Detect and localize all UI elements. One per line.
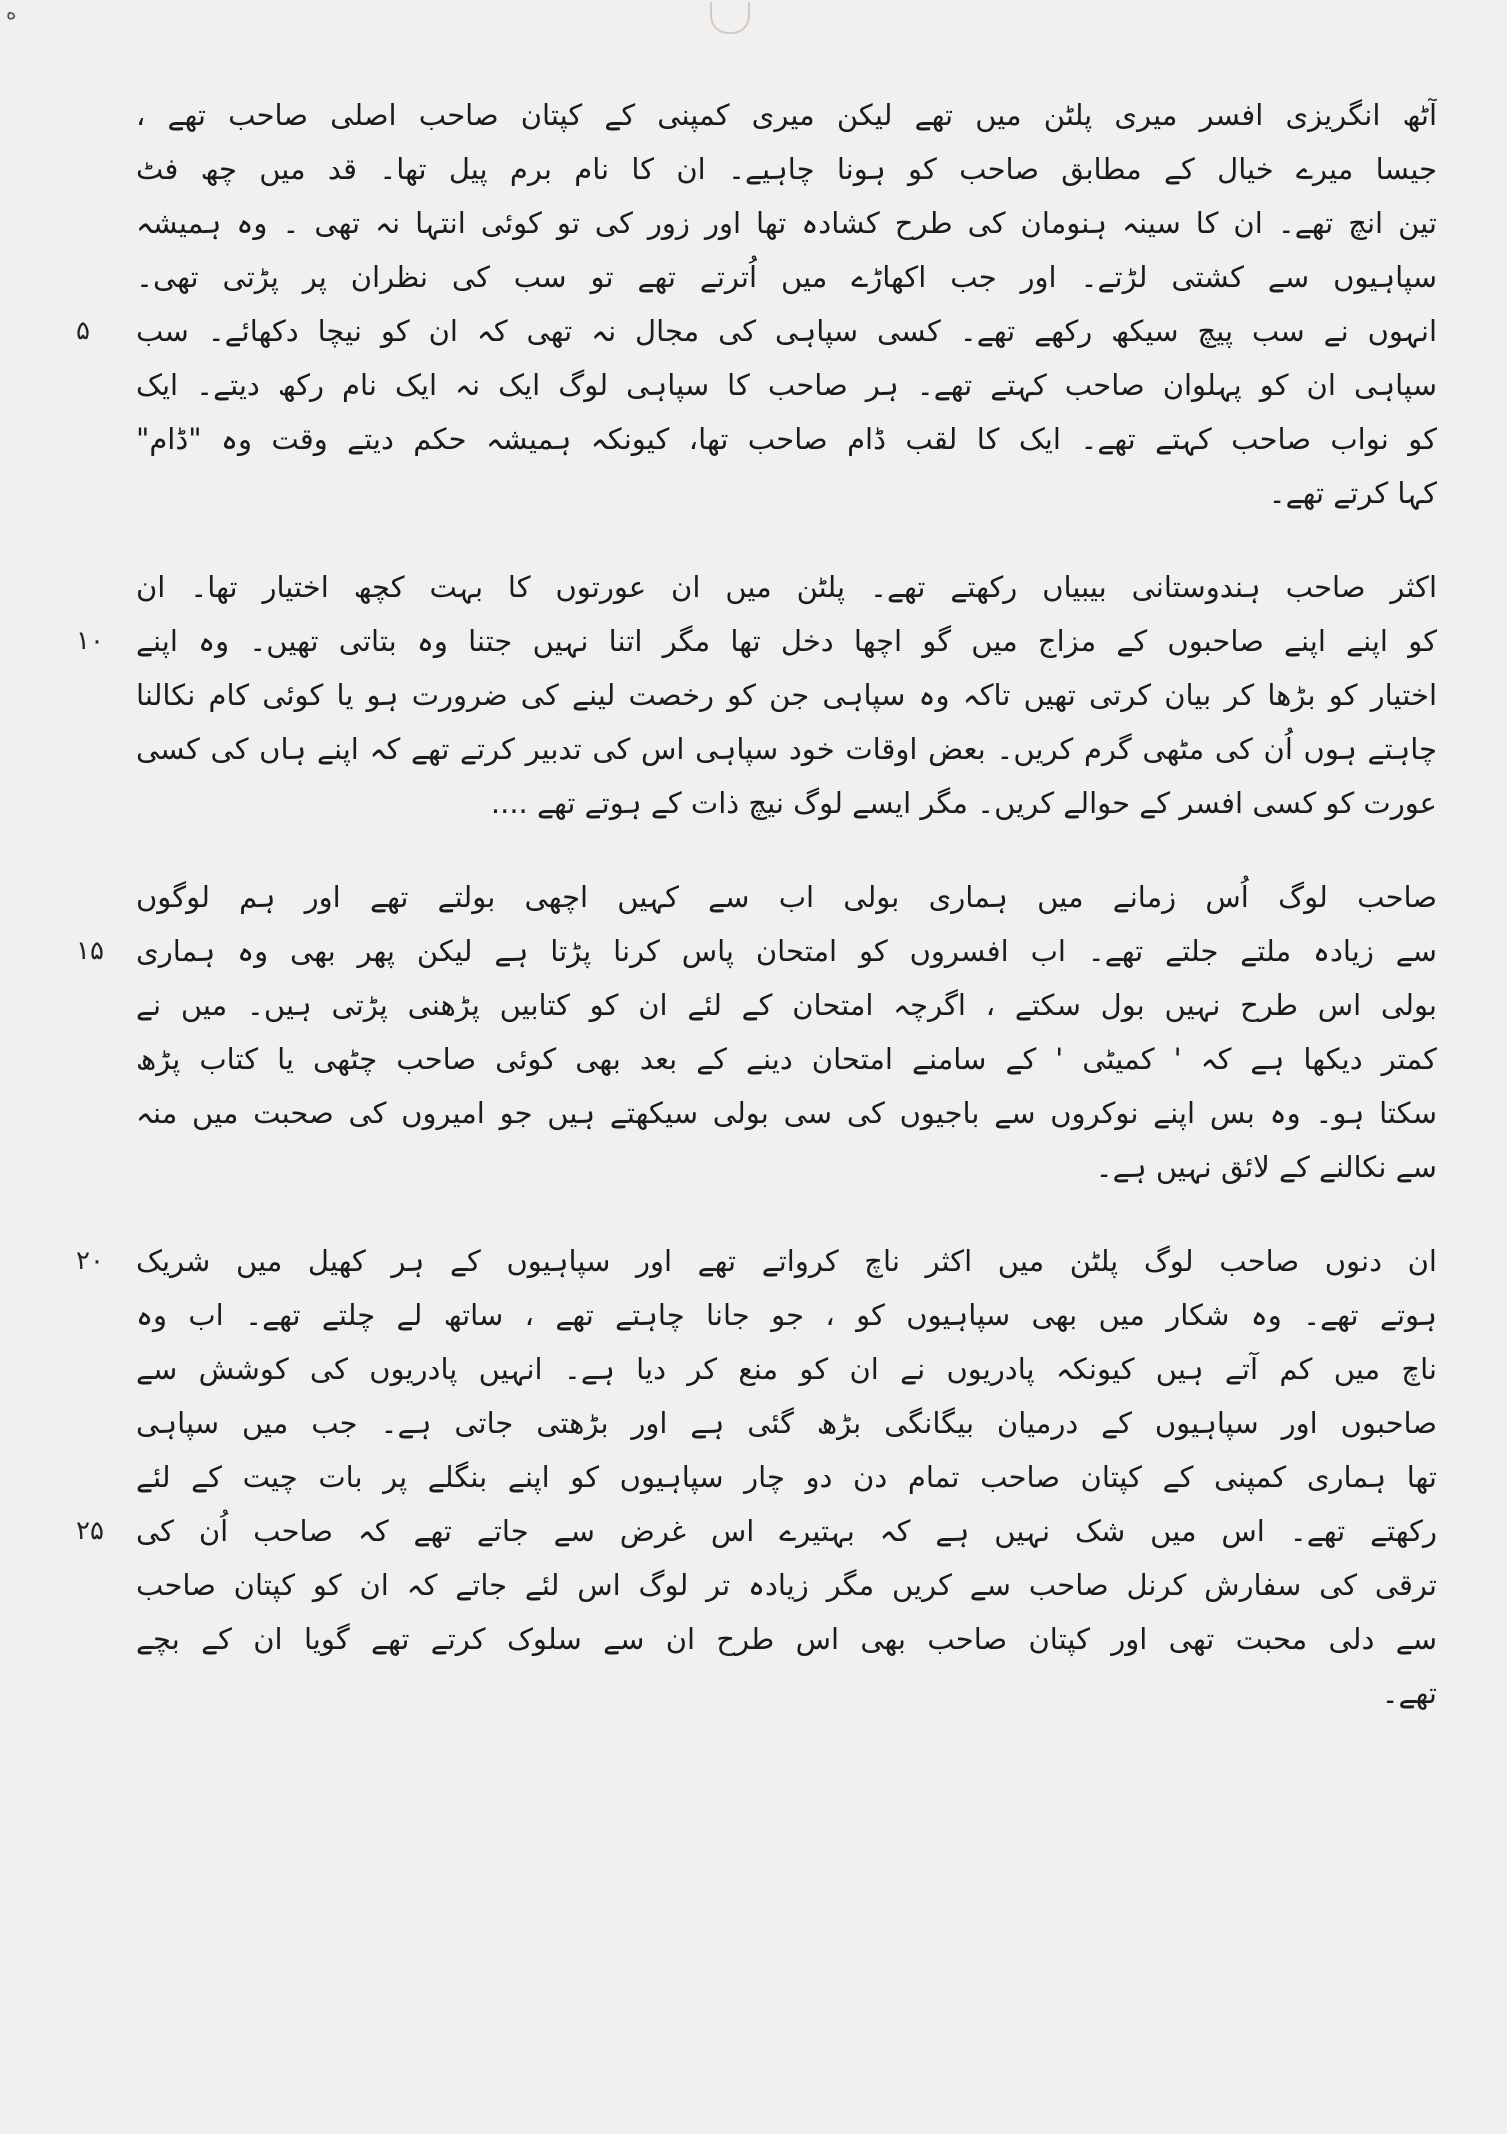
paragraph-gap (76, 830, 1437, 870)
line-number (76, 1140, 122, 1194)
text-line (76, 722, 1437, 776)
line-number (76, 1558, 122, 1612)
page-ornament (710, 2, 750, 34)
line-number (76, 1086, 122, 1140)
urdu-text-body (76, 88, 1437, 1720)
paragraph-gap (76, 1194, 1437, 1234)
text-line (76, 142, 1437, 196)
page-number (1387, 0, 1507, 26)
line-number: ۱۵ (76, 936, 104, 966)
line-text: تھا ہماری کمپنی کے کپتان صاحب تمام دن دو چار سپاہیوں کو اپنے بنگلے پر بات چیت کے لئے (136, 1460, 1437, 1494)
line-text: رکھتے تھے۔ اس میں شک نہیں ہے کہ بہتیرے اس غرض سے جاتے تھے کہ صاحب اُن کی (136, 1514, 1437, 1548)
line-number: ۲۰ (76, 1246, 104, 1276)
line-text: تین انچ تھے۔ ان کا سینہ ہنومان کی طرح کشادہ تھا اور زور کی تو کوئی انتہا نہ تھی ۔ وہ ہمیشہ (136, 206, 1437, 240)
line-number (76, 1032, 122, 1086)
line-number (76, 1342, 122, 1396)
line-number (76, 668, 122, 722)
line-number (76, 1396, 122, 1450)
line-text: بولی اس طرح نہیں بول سکتے ، اگرچہ امتحان کے لئے ان کو کتابیں پڑھنی پڑتی ہیں۔ میں نے (136, 988, 1437, 1022)
paragraph (76, 1234, 1437, 1720)
text-line (76, 1288, 1437, 1342)
line-number (76, 722, 122, 776)
line-text: کمتر دیکھا ہے کہ ' کمیٹی ' کے سامنے امتحان دینے کے بعد بھی کوئی صاحب چٹھی یا کتاب پڑھ (136, 1042, 1437, 1076)
line-number (76, 358, 122, 412)
line-number (76, 88, 122, 142)
text-line (76, 1612, 1437, 1666)
paragraph (76, 88, 1437, 520)
text-line (76, 1234, 1437, 1288)
line-number (76, 1612, 122, 1666)
line-text: تھے۔ (1381, 1676, 1437, 1710)
line-text: سے دلی محبت تھی اور کپتان صاحب بھی اس طرح ان سے سلوک کرتے تھے گویا ان کے بچے (136, 1622, 1437, 1656)
line-text: سے نکالنے کے لائق نہیں ہے۔ (1095, 1150, 1437, 1184)
text-line (76, 870, 1437, 924)
text-line (76, 614, 1437, 668)
line-number (76, 1666, 122, 1720)
text-line (76, 412, 1437, 466)
line-text: کہا کرتے تھے۔ (1268, 476, 1437, 510)
line-text: سپاہی ان کو پہلوان صاحب کہتے تھے۔ ہر صاحب کا سپاہی لوگ ایک نہ ایک نام رکھ دیتے۔ ایک (136, 368, 1437, 402)
text-line (76, 196, 1437, 250)
text-line (76, 668, 1437, 722)
line-number (76, 560, 122, 614)
line-text: اختیار کو بڑھا کر بیان کرتی تھیں تاکہ وہ سپاہی جن کو رخصت لینے کی ضرورت ہو یا کوئی کام نکالنا (136, 678, 1437, 712)
line-text: ان دنوں صاحب لوگ پلٹن میں اکثر ناچ کرواتے تھے اور سپاہیوں کے ہر کھیل میں شریک (136, 1244, 1437, 1278)
text-line (76, 1396, 1437, 1450)
text-line (76, 1140, 1437, 1194)
page-tab-mark: ه (6, 0, 17, 24)
line-number (76, 1450, 122, 1504)
line-number (76, 870, 122, 924)
line-number: ۵ (76, 316, 90, 346)
line-number (76, 412, 122, 466)
text-line (76, 88, 1437, 142)
text-line (76, 1504, 1437, 1558)
line-number (76, 466, 122, 520)
line-text: سے زیادہ ملتے جلتے تھے۔ اب افسروں کو امتحان پاس کرنا پڑتا ہے لیکن پھر بھی وہ ہماری (136, 934, 1437, 968)
line-text: ہوتے تھے۔ وہ شکار میں بھی سپاہیوں کو ، جو جانا چاہتے تھے ، ساتھ لے چلتے تھے۔ اب وہ (136, 1298, 1437, 1332)
text-line (76, 560, 1437, 614)
line-text: سپاہیوں سے کشتی لڑتے۔ اور جب اکھاڑے میں اُترتے تھے تو سب کی نظران پر پڑتی تھی۔ (136, 260, 1437, 294)
text-line (76, 304, 1437, 358)
paragraph (76, 560, 1437, 830)
text-line (76, 466, 1437, 520)
line-text: کو نواب صاحب کہتے تھے۔ ایک کا لقب ڈام صاحب تھا، کیونکہ ہمیشہ حکم دیتے وقت وہ "ڈام" (136, 422, 1437, 456)
text-line (76, 978, 1437, 1032)
line-text: ترقی کی سفارش کرنل صاحب سے کریں مگر زیادہ تر لوگ اس لئے جاتے کہ ان کو کپتان صاحب (136, 1568, 1437, 1602)
line-number (76, 978, 122, 1032)
text-line (76, 1086, 1437, 1140)
text-line (76, 1032, 1437, 1086)
text-line (76, 1666, 1437, 1720)
text-line (76, 1450, 1437, 1504)
line-text: عورت کو کسی افسر کے حوالے کریں۔ مگر ایسے لوگ نیچ ذات کے ہوتے تھے .... (490, 786, 1437, 820)
line-text: کو اپنے اپنے صاحبوں کے مزاج میں گو اچھا دخل تھا مگر اتنا نہیں جتنا وہ بتاتی تھیں۔ وہ اپنے (136, 624, 1437, 658)
paragraph (76, 870, 1437, 1194)
line-number (76, 142, 122, 196)
text-line (76, 776, 1437, 830)
line-text: ناچ میں کم آتے ہیں کیونکہ پادریوں نے ان کو منع کر دیا ہے۔ انہیں پادریوں کی کوشش سے (136, 1352, 1437, 1386)
text-line (76, 250, 1437, 304)
line-number (76, 250, 122, 304)
line-text: انہوں نے سب پیچ سیکھ رکھے تھے۔ کسی سپاہی کی مجال نہ تھی کہ ان کو نیچا دکھائے۔ سب (136, 314, 1437, 348)
line-text: جیسا میرے خیال کے مطابق صاحب کو ہونا چاہیے۔ ان کا نام برم پیل تھا۔ قد میں چھ فٹ (136, 152, 1437, 186)
line-text: سکتا ہو۔ وہ بس اپنے نوکروں سے باجیوں کی سی بولی سیکھتے ہیں جو امیروں کی صحبت میں منہ (136, 1096, 1437, 1130)
line-number: ۱۰ (76, 626, 104, 656)
line-number (76, 776, 122, 830)
line-number (76, 1288, 122, 1342)
paragraph-gap (76, 520, 1437, 560)
line-text: اکثر صاحب ہندوستانی بیبیاں رکھتے تھے۔ پلٹن میں ان عورتوں کا بہت کچھ اختیار تھا۔ ان (136, 570, 1437, 604)
text-line (76, 358, 1437, 412)
text-line (76, 1558, 1437, 1612)
line-text: صاحب لوگ اُس زمانے میں ہماری بولی اب سے کہیں اچھی بولتے تھے اور ہم لوگوں (136, 880, 1437, 914)
line-number (76, 196, 122, 250)
line-text: صاحبوں اور سپاہیوں کے درمیان بیگانگی بڑھ گئی ہے اور بڑھتی جاتی ہے۔ جب میں سپاہی (136, 1406, 1437, 1440)
line-text: آٹھ انگریزی افسر میری پلٹن میں تھے لیکن میری کمپنی کے کپتان صاحب اصلی صاحب تھے ، (136, 98, 1437, 132)
line-number: ۲۵ (76, 1516, 104, 1546)
text-line (76, 924, 1437, 978)
text-line (76, 1342, 1437, 1396)
line-text: چاہتے ہوں اُن کی مٹھی گرم کریں۔ بعض اوقات خود سپاہی اس کی تدبیر کرتے تھے کہ اپنے ہاں کی کسی (136, 732, 1437, 766)
